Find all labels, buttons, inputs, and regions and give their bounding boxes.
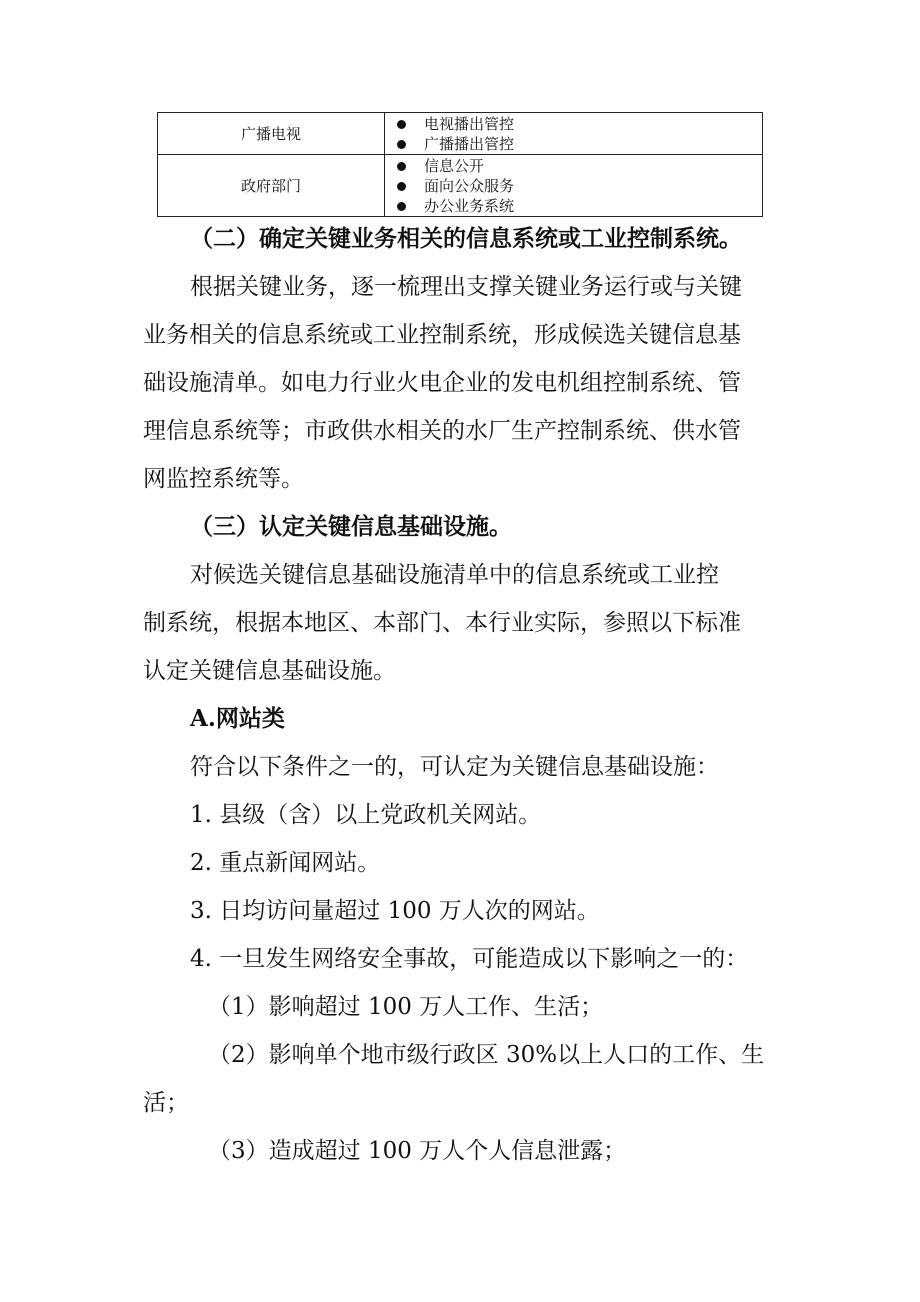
list-item: [397, 134, 762, 154]
bullet-icon: [397, 140, 406, 149]
list-item-label: 电视播出管控: [424, 115, 515, 133]
sub-item: （3）造成超过 100 万人个人信息泄露；: [208, 1138, 627, 1164]
paragraph-line: 认定关键信息基础设施。: [143, 658, 396, 684]
bullet-icon: [397, 120, 406, 129]
section-heading: （三）认定关键信息基础设施。: [190, 513, 512, 540]
bullet-icon: [397, 182, 406, 191]
numbered-item: 4. 一旦发生网络安全事故，可能造成以下影响之一的：: [190, 946, 749, 972]
paragraph-line: 制系统，根据本地区、本部门、本行业实际，参照以下标准: [143, 610, 741, 636]
list-item-label: 信息公开: [424, 157, 485, 175]
paragraph-line: 业务相关的信息系统或工业控制系统，形成候选关键信息基: [143, 322, 741, 348]
numbered-item: 3. 日均访问量超过 100 万人次的网站。: [190, 898, 600, 924]
paragraph-line: 理信息系统等；市政供水相关的水厂生产控制系统、供水管: [143, 418, 741, 444]
paragraph-line: 对候选关键信息基础设施清单中的信息系统或工业控: [190, 562, 719, 588]
subsection-heading: A.网站类: [190, 705, 285, 732]
list-item-label: 面向公众服务: [424, 177, 515, 195]
table-category-cell: 广播电视: [158, 113, 385, 155]
list-item: [397, 176, 762, 196]
sub-item: （2）影响单个地市级行政区 30%以上人口的工作、生: [208, 1042, 765, 1068]
numbered-item: 2. 重点新闻网站。: [190, 850, 381, 876]
paragraph-line: 础设施清单。如电力行业火电企业的发电机组控制系统、管: [143, 370, 741, 396]
section-heading: （二）确定关键业务相关的信息系统或工业控制系统。: [190, 225, 742, 252]
sub-item: （1）影响超过 100 万人工作、生活；: [208, 994, 604, 1020]
numbered-item: 1. 县级（含）以上党政机关网站。: [190, 802, 542, 828]
sub-item-continuation: 活；: [143, 1090, 189, 1116]
list-item: [397, 156, 762, 176]
paragraph-line: 网监控系统等。: [143, 466, 304, 492]
list-item: [397, 196, 762, 216]
paragraph-line: 符合以下条件之一的，可认定为关键信息基础设施：: [190, 754, 719, 780]
category-table: [157, 112, 763, 217]
list-item-label: 广播播出管控: [424, 135, 515, 153]
paragraph-line: 根据关键业务，逐一梳理出支撑关键业务运行或与关键: [190, 274, 742, 300]
table-items-cell: [385, 155, 763, 217]
table-row: [158, 155, 763, 217]
list-item: [397, 114, 762, 134]
table-category-cell: 政府部门: [158, 155, 385, 217]
bullet-icon: [397, 162, 406, 171]
table-row: [158, 113, 763, 155]
bullet-icon: [397, 202, 406, 211]
table-items-cell: [385, 113, 763, 155]
list-item-label: 办公业务系统: [424, 197, 515, 215]
